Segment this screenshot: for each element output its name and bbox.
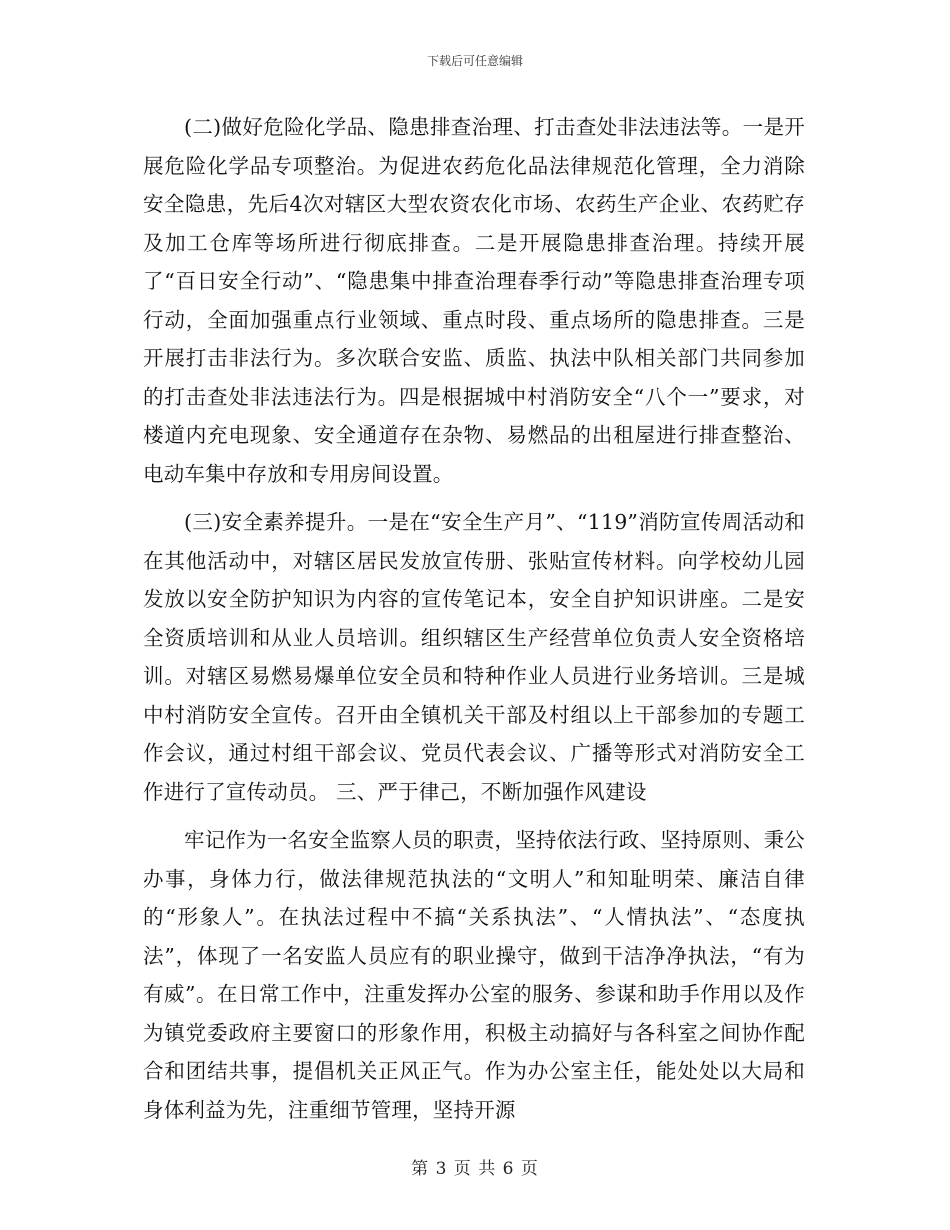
paragraph-self-discipline: 牢记作为一名安全监察人员的职责，坚持依法行政、坚持原则、秉公办事，身体力行，做法律规范执法的“文明人”和知耻明荣、廉洁自律的“形象人”。在执法过程中不搞“关系执法”、“人情执法”、“态度执法”，体现了一名安监人员应有的职业操守，做到干洁净净执法，“有为有威”。在日常工作中，注重发挥办公室的服务、参谋和助手作用以及作为镇党委政府主要窗口的形象作用，积极主动搞好与各科室之间协作配合和团结共事，提倡机关正风正气。作为办公室主任，能处处以大局和身体利益为先，注重细节管理，坚持开源 <box>143 828 805 1122</box>
page-header-note: 下载后可任意编辑 <box>426 54 523 68</box>
paragraph-hazardous-chemicals: (二)做好危险化学品、隐患排查治理、打击查处非法违法等。一是开展危险化学品专项整治。为促进农药危化品法律规范化管理，全力消除安全隐患，先后4次对辖区大型农资农化市场、农药生产企业、农药贮存及加工仓库等场所进行彻底排查。二是开展隐患排查治理。持续开展了“百日安全行动”、“隐患集中排查治理春季行动”等隐患排查治理专项行动，全面加强重点行业领域、重点时段、重点场所的隐患排查。三是开展打击非法行为。多次联合安监、质监、执法中队相关部门共同参加的打击查处非法违法行为。四是根据城中村消防安全“八个一”要求，对楼道内充电现象、安全通道存在杂物、易燃品的出租屋进行排查整治、电动车集中存放和专用房间设置。 <box>143 115 805 486</box>
document-body <box>143 108 805 1139</box>
page-number: 第 3 页 共 6 页 <box>411 1159 539 1179</box>
paragraph-safety-literacy: (三)安全素养提升。一是在“安全生产月”、“119”消防宣传周活动和在其他活动中，对辖区居民发放宣传册、张贴宣传材料。向学校幼儿园发放以安全防护知识为内容的宣传笔记本，安全自护知识讲座。二是安全资质培训和从业人员培训。组织辖区生产经营单位负责人安全资格培训。对辖区易燃易爆单位安全员和特种作业人员进行业务培训。三是城中村消防安全宣传。召开由全镇机关干部及村组以上干部参加的专题工作会议，通过村组干部会议、党员代表会议、广播等形式对消防安全工作进行了宣传动员。 三、严于律己，不断加强作风建设 <box>143 510 805 804</box>
